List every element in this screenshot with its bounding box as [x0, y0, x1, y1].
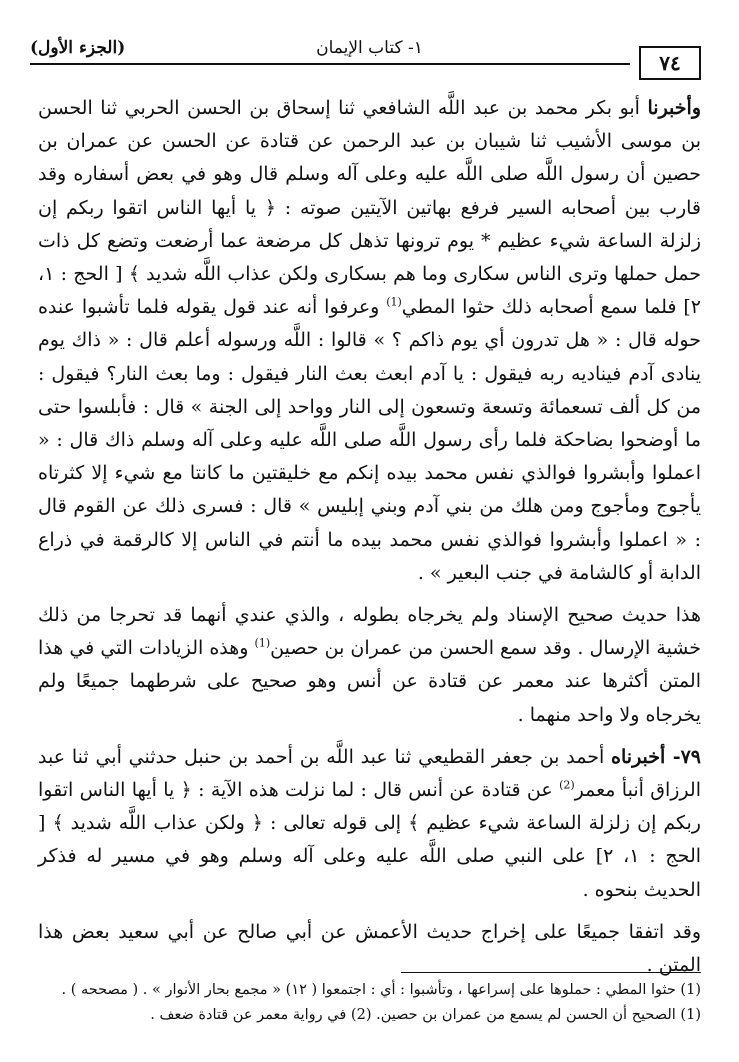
- chapter-title: ١- كتاب الإيمان: [316, 38, 423, 58]
- paragraph-text: أحمد بن جعفر القطيعي ثنا عبد اللَّه بن أحمد بن حنبل حدثني أبي ثنا عبد الرزاق أنبأ معمر: [38, 745, 701, 802]
- paragraph-hadith-79: [38, 741, 701, 907]
- paragraph-text-continued: عن قتادة عن أنس قال : لما نزلت هذه الآية : ﴿ يا أيها الناس اتقوا ربكم إن زلزلة الساعة شيء عظيم ﴾ إلى قوله تعالى : ﴿ ولكن عذاب اللَّه شديد ﴾ [ الحج : ١، ٢] على النبي صلى اللَّه عليه وعلى آله وسلم وهو في مسير له فذكر الحديث بنحوه .: [38, 779, 702, 901]
- paragraph-text-continued: وهذه الزيادات التي في هذا المتن أكثرها عند معمر عن قتادة عن أنس وهو صحيح على شرطهما جميعًا ولم يخرجاه ولا واحد منهما .: [38, 637, 701, 726]
- footnote-ref: (1): [386, 295, 402, 309]
- paragraph-text: هذا حديث صحيح الإسناد ولم يخرجاه بطوله ، والذي عندي أنهما قد تحرجا من ذلك خشية الإرسال . وقد سمع الحسن من عمران بن حصين: [38, 604, 702, 660]
- footnote-divider: [401, 972, 701, 973]
- paragraph-commentary: [38, 599, 701, 732]
- paragraph-text-continued: وعرفوا أنه عند قول يقوله فلما تأشبوا عنده حوله قال : « هل تدرون أي يوم ذاكم ؟ » قالوا : اللَّه ورسوله أعلم قال : « ذاك يوم ينادى آدم فيناديه ربه فيقول : يا آدم ابعث بعث النار فيقول : وما بعث النار؟ فيقول : من كل ألف تسعمائة وتسعة وتسعون إلى النار وواحد إلى الجنة » قال : فأبلسوا حتى ما أوضحوا بضاحكة فلما رأى رسول اللَّه صلى اللَّه عليه وعلى آله وسلم ذاك قال : « اعملوا وأبشروا فوالذي نفس محمد بيده إنكم مع خليقتين ما كانتا مع شيء إلا كثرتاه يأجوج ومأجوج ومن هلك من بني آدم وبني إبليس » قال : فسرى ذلك عن القوم قال : « اعملوا وأبشروا فوالذي نفس محمد بيده ما أنتم في الناس إلا كالرقمة في ذراع الدابة أو كالشامة في جنب البعير » .: [38, 296, 701, 584]
- page-number: ٧٤: [639, 46, 701, 80]
- paragraph-hadith-78: [38, 92, 701, 590]
- footnotes: [38, 978, 701, 1028]
- header-divider: [30, 63, 630, 65]
- footnote-ref: (1): [254, 636, 271, 650]
- footnote-ref: (2): [559, 778, 575, 792]
- footnote-line: (1) الصحيح أن الحسن لم يسمع من عمران بن حصين. (2) في رواية معمر عن قتادة ضعف .: [150, 1007, 701, 1023]
- footnote-line: (1) حثوا المطي : حملوها على إسراعها ، وتأشبوا : أي : اجتمعوا ( ١٢) « مجمع بحار الأنوار » . ( مصححه ) .: [61, 982, 701, 998]
- paragraph-text: وقد اتفقا جميعًا على إخراج حديث الأعمش عن أبي صالح عن أبي سعيد بعض هذا المتن .: [38, 920, 701, 977]
- paragraph-lead: ٧٩- أخبرناه: [611, 745, 702, 768]
- volume-label: (الجزء الأول): [30, 38, 126, 58]
- main-text: [38, 92, 701, 982]
- paragraph-text: أبو بكر محمد بن عبد اللَّه الشافعي ثنا إسحاق بن الحسن الحربي ثنا الحسن بن موسى الأشيب ثنا شيبان بن عبد الرحمن عن قتادة عن الحسن عن عمران بن حصين أن رسول اللَّه صلى اللَّه عليه وعلى آله وسلم قال وهو في بعض أسفاره وقد قارب بين أصحابه السير فرفع بهاتين الآيتين صوته : ﴿ يا أيها الناس اتقوا ربكم إن زلزلة الساعة شيء عظيم * يوم ترونها تذهل كل مرضعة عما أرضعت وتضع كل ذات حمل حملها وترى الناس سكارى وما هم بسكارى ولكن عذاب اللَّه شديد ﴾ [ الحج : ١، ٢] فلما سمع أصحابه ذلك حثوا المطي: [38, 97, 701, 319]
- paragraph-lead: وأخبرنا: [647, 97, 701, 119]
